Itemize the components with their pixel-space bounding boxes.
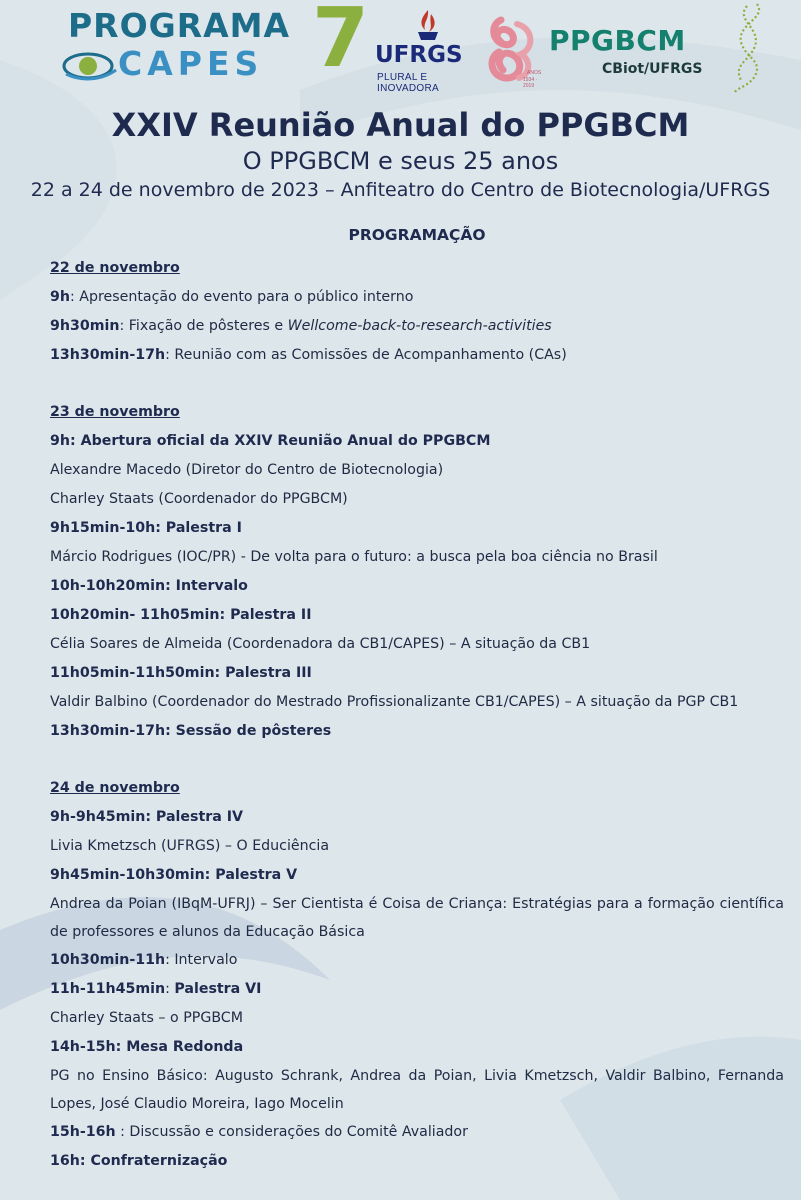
schedule-item (50, 1147, 784, 1176)
schedule-item (50, 659, 784, 688)
day-block (50, 774, 784, 1176)
schedule-separator: : (69, 289, 80, 305)
day-title: 23 de novembro (50, 404, 180, 420)
schedule-time: 13h30min-17h: Sessão de pôsteres (50, 723, 332, 739)
capes-logo (62, 0, 372, 92)
ufrgs-85-anos-logo (487, 14, 547, 90)
ppgbcm-name: PPGBCM (549, 24, 686, 57)
schedule-time: 14h-15h: Mesa Redonda (50, 1039, 244, 1055)
capes-word-capes: CAPES (118, 44, 264, 83)
schedule-item (50, 543, 784, 572)
ppgbcm-logo (549, 10, 789, 94)
schedule-text: Intervalo (174, 952, 238, 968)
schedule-item (50, 283, 784, 312)
schedule-item (50, 946, 784, 975)
day-block (50, 254, 784, 370)
day-title: 24 de novembro (50, 780, 180, 796)
schedule-item (50, 832, 784, 861)
schedule-item (50, 1062, 784, 1118)
schedule-item (50, 312, 784, 341)
schedule-item (50, 803, 784, 832)
schedule-text: Discussão e considerações do Comitê Avaliador (129, 1124, 468, 1140)
event-dateline: 22 a 24 de novembro de 2023 – Anfiteatro do Centro de Biotecnologia/UFRGS (30, 179, 771, 201)
schedule-time: 11h05min-11h50min: Palestra III (50, 665, 312, 681)
schedule-time: 10h20min- 11h05min: Palestra II (50, 607, 312, 623)
schedule-italic-text: Wellcome-back-to-research-activities (287, 318, 552, 334)
schedule-item (50, 514, 784, 543)
ufrgs-name: UFRGS (375, 42, 463, 68)
schedule-item (50, 341, 784, 370)
schedule-item (50, 1033, 784, 1062)
capes-number: 7 (312, 0, 370, 86)
schedule-item (50, 890, 784, 946)
schedule-time: 10h-10h20min: Intervalo (50, 578, 248, 594)
schedule-separator: : (165, 952, 175, 968)
schedule-text: Valdir Balbino (Coordenador do Mestrado Profissionalizante CB1/CAPES) – A situação da PGP CB1 (50, 694, 739, 710)
schedule-item (50, 456, 784, 485)
schedule-text: Apresentação do evento para o público interno (79, 289, 414, 305)
schedule-item (50, 688, 784, 717)
schedule-item (50, 1118, 784, 1147)
schedule-item (50, 630, 784, 659)
schedule-time: 10h30min-11h (50, 952, 166, 968)
program-heading: PROGRAMAÇÃO (348, 226, 486, 244)
schedule-item (50, 975, 784, 1004)
schedule-time: 13h30min-17h (50, 347, 166, 363)
schedule-separator: : (165, 347, 175, 363)
schedule-time: 16h: Confraternização (50, 1153, 228, 1169)
schedule-time: 9h: Abertura oficial da XXIV Reunião Anual do PPGBCM (50, 433, 491, 449)
capes-eye-icon (62, 46, 118, 86)
schedule-session: Palestra VI (174, 981, 262, 997)
schedule-text: PG no Ensino Básico: Augusto Schrank, Andrea da Poian, Livia Kmetzsch, Valdir Balbino, Fernanda Lopes, José Claudio Moreira, Iago Mocelin (50, 1068, 784, 1112)
schedule-item (50, 1004, 784, 1033)
schedule-time: 9h30min (50, 318, 120, 334)
schedule-text: Márcio Rodrigues (IOC/PR) - De volta para o futuro: a busca pela boa ciência no Brasil (50, 549, 658, 565)
schedule-item (50, 601, 784, 630)
schedule-text: Fixação de pôsteres e (128, 318, 288, 334)
schedule-time: 9h45min-10h30min: Palestra V (50, 867, 298, 883)
schedule-separator: : (115, 1124, 130, 1140)
event-subtitle: O PPGBCM e seus 25 anos (242, 147, 559, 175)
schedule-time: 15h-16h (50, 1124, 116, 1140)
schedule-item (50, 485, 784, 514)
schedule-time: 9h-9h45min: Palestra IV (50, 809, 244, 825)
schedule-text: Andrea da Poian (IBqM-UFRJ) – Ser Cientista é Coisa de Criança: Estratégias para a formação científica de professores e alunos da Educação Básica (50, 896, 784, 940)
schedule-text: Charley Staats (Coordenador do PPGBCM) (50, 491, 348, 507)
ppgbcm-affiliation: CBiot/UFRGS (602, 61, 703, 77)
schedule-item (50, 717, 784, 746)
schedule-item (50, 572, 784, 601)
logo-strip (0, 0, 801, 100)
schedule-text: Livia Kmetzsch (UFRGS) – O Educiência (50, 838, 330, 854)
schedule-text: Reunião com as Comissões de Acompanhamento (CAs) (174, 347, 567, 363)
day-title: 22 de novembro (50, 260, 180, 276)
schedule-time: 9h15min-10h: Palestra I (50, 520, 242, 536)
anniversary-label: ANOS (527, 70, 542, 76)
schedule-item (50, 427, 784, 456)
schedule-separator: : (165, 981, 175, 997)
capes-word-programa: PROGRAMA (68, 6, 291, 45)
anniversary-years: 1934 · 2019 (523, 77, 538, 89)
ufrgs-tagline: PLURAL E INOVADORA (377, 72, 439, 94)
schedule-text: Alexandre Macedo (Diretor do Centro de Biotecnologia) (50, 462, 444, 478)
ufrgs-logo (375, 8, 487, 94)
day-block (50, 398, 784, 746)
schedule-time: 11h-11h45min (50, 981, 166, 997)
schedule-separator: : (119, 318, 129, 334)
schedule-item (50, 861, 784, 890)
ufrgs-flame-icon (413, 8, 443, 42)
dna-helix-icon (727, 2, 769, 94)
schedule-text: Charley Staats – o PPGBCM (50, 1010, 243, 1026)
schedule-time: 9h (50, 289, 70, 305)
event-title: XXIV Reunião Anual do PPGBCM (111, 106, 690, 144)
schedule-text: Célia Soares de Almeida (Coordenadora da CB1/CAPES) – A situação da CB1 (50, 636, 591, 652)
program-list (50, 254, 784, 1176)
